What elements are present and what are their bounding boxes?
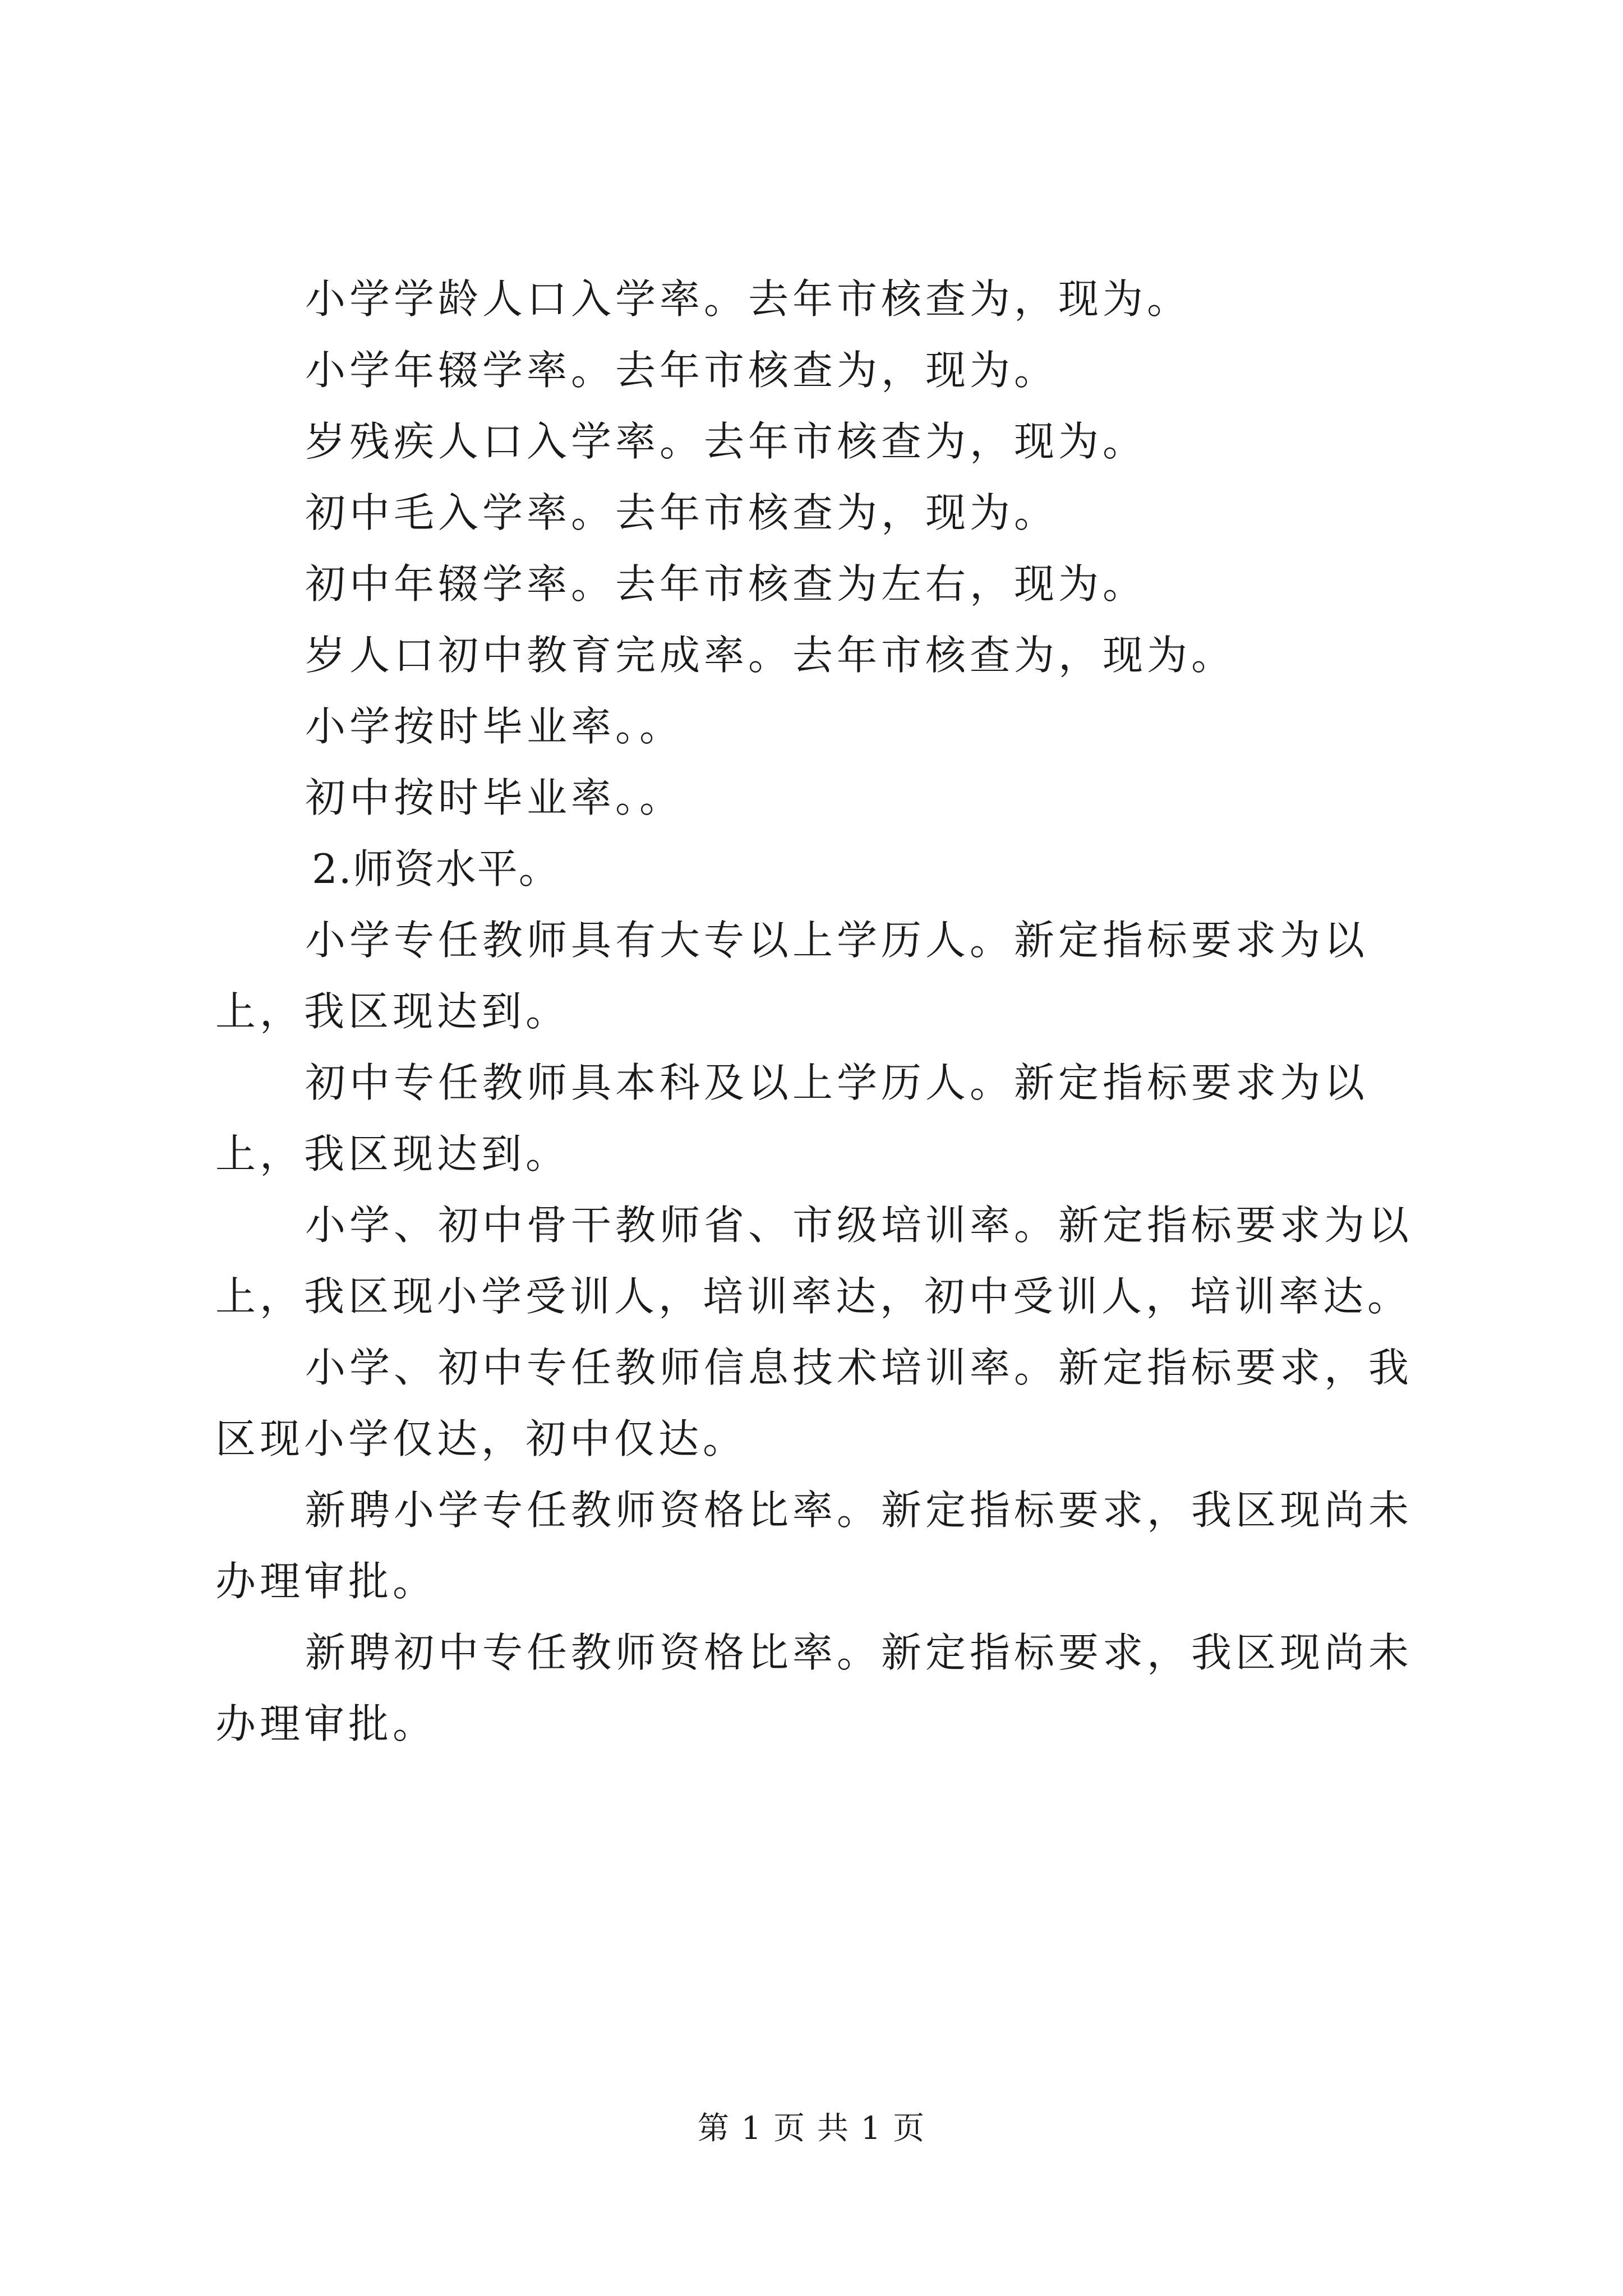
paragraph-it-training-rate: 小学、初中专任教师信息技术培训率。新定指标要求，我区现小学仅达，初中仅达。 [215,1344,1413,1462]
document-body [215,264,1444,1760]
paragraph-disabled-enrollment-rate: 岁残疾人口入学率。去年市核查为，现为。 [305,418,1147,465]
page-footer: 第 1 页 共 1 页 [697,2110,926,2147]
paragraph-junior-completion-rate: 岁人口初中教育完成率。去年市核查为，现为。 [305,632,1236,679]
paragraph-junior-gross-enrollment: 初中毛入学率。去年市核查为，现为。 [305,489,1059,536]
paragraph-backbone-teacher-training: 小学、初中骨干教师省、市级培训率。新定指标要求为以上，我区现小学受训人，培训率达，初中受训人，培训率达。 [215,1202,1413,1320]
paragraph-primary-teacher-degree: 小学专任教师具有大专以上学历人。新定指标要求为以上，我区现达到。 [215,917,1369,1035]
paragraph-junior-teacher-degree: 初中专任教师具本科及以上学历人。新定指标要求为以上，我区现达到。 [215,1059,1369,1177]
paragraph-junior-dropout-rate: 初中年辍学率。去年市核查为左右，现为。 [305,560,1147,608]
paragraph-junior-graduation-rate: 初中按时毕业率。。 [305,774,684,821]
paragraph-primary-enrollment-rate: 小学学龄人口入学率。去年市核查为，现为。 [305,275,1192,323]
paragraph-new-primary-teacher-qualification: 新聘小学专任教师资格比率。新定指标要求，我区现尚未办理审批。 [215,1487,1413,1605]
paragraph-primary-graduation-rate: 小学按时毕业率。。 [305,703,684,750]
paragraph-new-junior-teacher-qualification: 新聘初中专任教师资格比率。新定指标要求，我区现尚未办理审批。 [215,1629,1413,1747]
section-heading-teacher-level: 2.师资水平。 [312,845,560,892]
paragraph-primary-dropout-rate: 小学年辍学率。去年市核查为，现为。 [305,347,1059,394]
